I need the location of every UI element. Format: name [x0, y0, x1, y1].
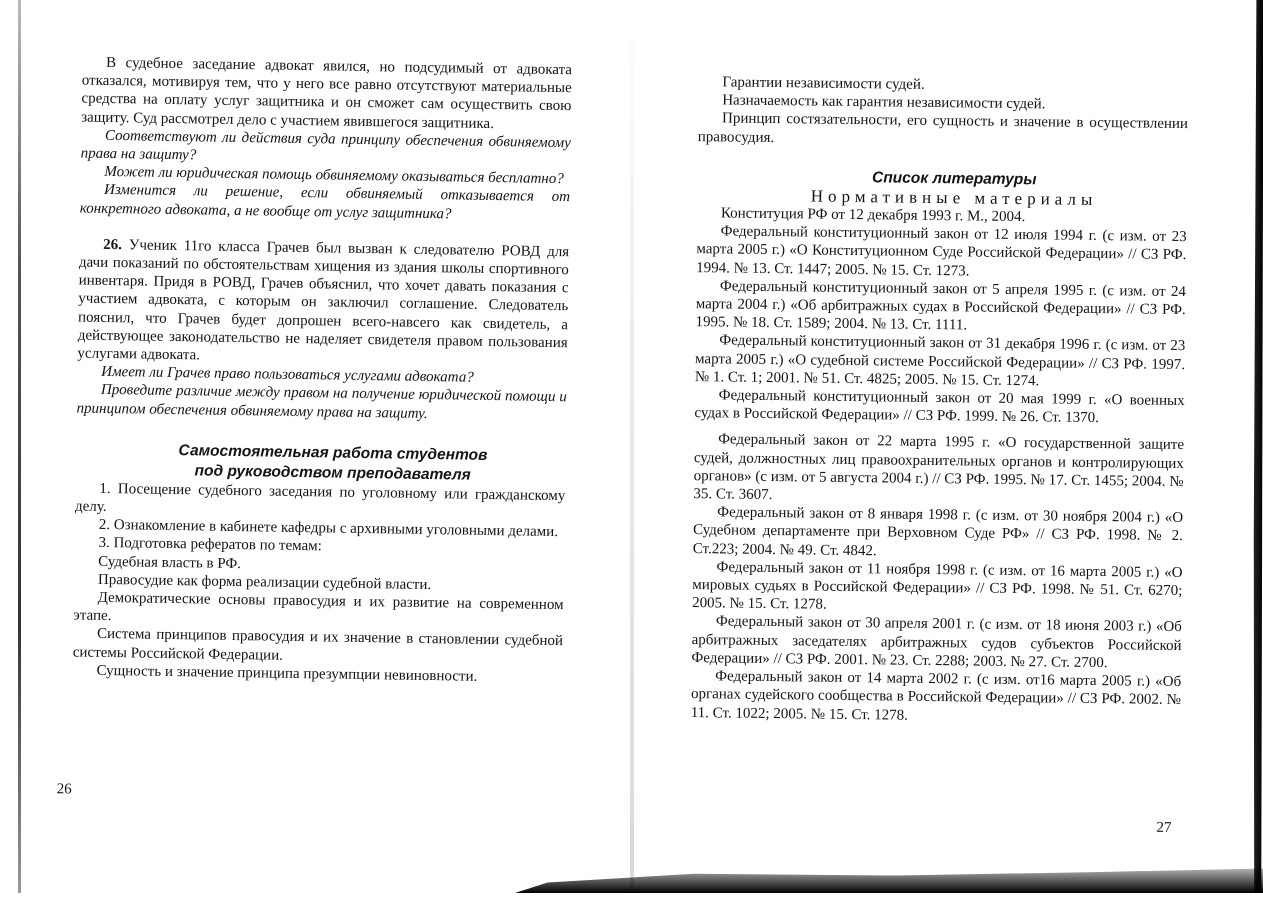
section-heading-line1: Самостоятельная работа студентов: [178, 441, 488, 464]
task-26: [77, 235, 569, 370]
left-text-column: [72, 54, 572, 688]
topic-item: Демократические основы правосудия и их развитие на современном этапе.: [73, 589, 564, 625]
topic-item: Правосудие как форма реализации судебной власти.: [97, 571, 432, 593]
reference-item: Федеральный конституционный закон от 31 декабря 1996 г. (с изм. от 23 марта 2005 г.) «О судебной системе Российской Федерации» // СЗ РФ. 1997. № 1. Ст. 1; 2001. № 51. Ст. 4825; 2005. № 15. Ст. 1274.: [694, 332, 1186, 390]
task-26-question-2: Проведите различие между правом на получение юридической помощи и принципом обеспечения обвиняемому права на защиту.: [76, 382, 567, 422]
reference-item: Федеральный конституционный закон от 12 июля 1994 г. (с изм. от 23 марта 2005 г.) «О Конституционном Суде Российской Федерации» // СЗ РФ. 1994. № 13. Ст. 1447; 2005. № 15. Ст. 1273.: [696, 223, 1187, 280]
section-heading-line2: под руководством преподавателя: [194, 462, 471, 484]
reference-item: Федеральный конституционный закон от 20 мая 1999 г. «О военных судах в Российской Федерации» // СЗ РФ. 1999. № 26. Ст. 1370.: [694, 387, 1185, 427]
scan-edge-right: [1241, 0, 1263, 893]
page-number-right: 27: [1156, 819, 1172, 836]
task-26-text: Ученик 11го класса Грачев был вызван к следователю РОВД для дачи показаний по обстоятельствам хищения из здания школы спортивного инвентаря. Придя в РОВД, Грачев объяснил, что хочет давать показания с участием адвоката, с которым он заключил соглашение. Следователь пояснил, что Грачев будет допрошен всего-навсего как свидетель, а действующее законодательство не наделяет свидетеля правом пользования услугами адвоката.: [77, 237, 570, 364]
topic-item: Назначаемость как гарантия независимости судей.: [722, 92, 1046, 113]
question-2: Может ли юридическая помощь обвиняемому оказываться бесплатно?: [104, 164, 564, 188]
reference-item: Федеральный закон от 30 апреля 2001 г. (с изм. от 18 июня 2003 г.) «Об арбитражных заседателях арбитражных судов субъектов Российской Федерации» // СЗ РФ. 2001. № 23. Ст. 2288; 2003. № 27. Ст. 2700.: [691, 613, 1182, 672]
case-paragraph: В судебное заседание адвокат явился, но подсудимый от адвоката отказался, мотивируя тем, что у него все равно отсутствуют материальные средства на оплату услуг защитника и он сможет сам осуществить свою защиту. Суд рассмотрел дело с участием явившегося защитника.: [81, 54, 573, 132]
topic-item: Гарантии независимости судей.: [722, 74, 925, 93]
question-3: Изменится ли решение, если обвиняемый отказывается от конкретного адвоката, а не вообще от услуг защитника?: [79, 182, 571, 222]
reference-item: Федеральный конституционный закон от 5 апреля 1995 г. (с изм. от 24 марта 2004 г.) «Об арбитражных судах в Российской Федерации» // СЗ РФ. 1995. № 18. Ст. 1589; 2004. № 13. Ст. 1111.: [695, 278, 1187, 334]
topic-item: Сущность и значение принципа презумпции невиновности.: [96, 662, 478, 685]
list-item: 2. Ознакомление в кабинете кафедры с архивными уголовными делами.: [98, 517, 559, 541]
topic-item: Принцип состязательности, его сущность и значение в осуществлении правосудия.: [697, 110, 1189, 146]
reference-item: Федеральный закон от 14 марта 2002 г. (с изм. от16 марта 2005 г.) «Об органах судейского сообщества в Российской Федерации» // СЗ РФ. 2002. № 11. Ст. 1022; 2005. № 15. Ст. 1278.: [690, 668, 1182, 724]
right-page: [629, 0, 1240, 897]
reference-item: Федеральный закон от 8 января 1998 г. (с изм. от 30 ноября 2004 г.) «О Судебном департаменте при Верховном Суде РФ» // СЗ РФ. 1998. № 2. Ст.223; 2004. № 49. Ст. 4842.: [692, 504, 1184, 559]
topic-item: Система принципов правосудия и их значение в становлении судебной системы Российской Федерации.: [72, 626, 564, 664]
list-item: 3. Подготовка рефератов по темам:: [98, 535, 323, 555]
literature-heading: Список литературы: [871, 169, 1037, 189]
normative-heading: Нормативные материалы: [810, 186, 1098, 209]
page-number-left: 26: [56, 781, 72, 798]
reference-item: Федеральный закон от 22 марта 1995 г. «О государственной защите судей, должностных лиц правоохранительных органов и контролирующих органов» (с изм. от 5 августа 2004 г.) // СЗ РФ. 1995. № 17. Ст. 1455; 2004. № 35. Ст. 3607.: [693, 431, 1185, 504]
right-text-column: [691, 73, 1189, 728]
topic-item: Судебная власть в РФ.: [98, 553, 242, 572]
reference-item: Федеральный закон от 11 ноября 1998 г. (с изм. от 16 марта 2005 г.) «О мировых судьях в Российской Федерации» // СЗ РФ. 1998. № 51. Ст. 6270; 2005. № 15. Ст. 1278.: [692, 559, 1183, 613]
question-1: Соответствуют ли действия суда принципу обеспечения обвиняемому права на защиту?: [80, 127, 571, 164]
reference-item: Конституция РФ от 12 декабря 1993 г. М., 2004.: [720, 205, 1026, 226]
list-item: 1. Посещение судебного заседания по уголовному или гражданскому делу.: [74, 480, 566, 516]
task-26-question-1: Имеет ли Грачев право пользоваться услугами адвоката?: [101, 364, 474, 386]
task-26-number: 26.: [103, 236, 123, 254]
